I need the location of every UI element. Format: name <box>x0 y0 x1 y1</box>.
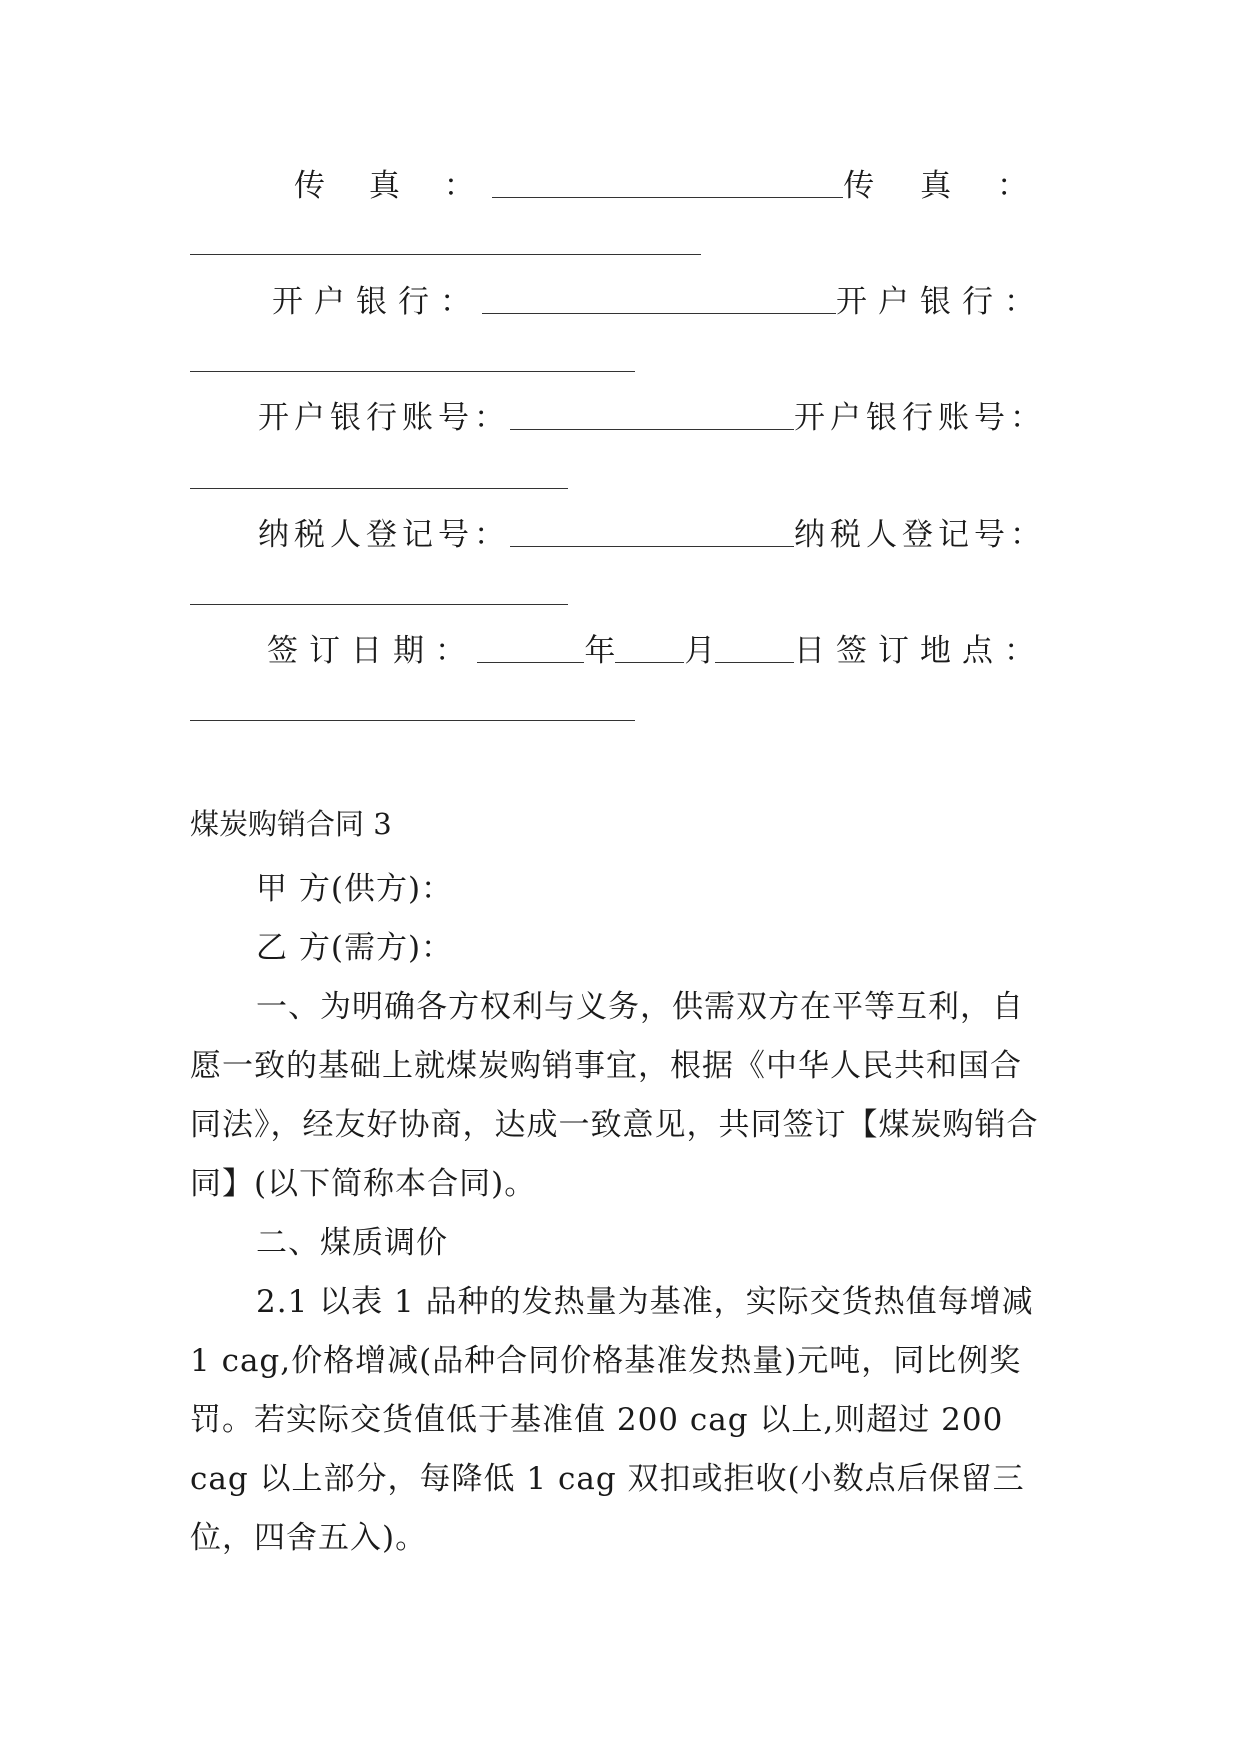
fax-label-b: 传 真 ： <box>843 168 1046 204</box>
place-blank <box>190 720 635 721</box>
month-label: 月 <box>684 633 716 669</box>
date-label: 签订日期： <box>267 633 477 669</box>
year-blank <box>477 640 584 663</box>
year-label: 年 <box>584 633 616 669</box>
contract-title: 煤炭购销合同 3 <box>190 807 392 841</box>
bank-row <box>190 282 1046 322</box>
account-label-b: 开户银行账号： <box>794 400 1046 436</box>
account-row <box>190 398 1046 438</box>
month-blank <box>615 640 684 663</box>
day-blank <box>715 640 794 663</box>
bank-label-b: 开户银行： <box>836 284 1046 320</box>
clause-1: 一、为明确各方权利与义务，供需双方在平等互利，自愿一致的基础上就煤炭购销事宜，根据《中华人民共和国合同法》，经友好协商，达成一致意见，共同签订【煤炭购销合同】(以下简称本合同)。 <box>190 989 1039 1202</box>
clause-2-1: 2.1 以表 1 品种的发热量为基准，实际交货热值每增减 1 cag,价格增减(品种合同价格基准发热量)元吨，同比例奖罚。若实际交货值低于基准值 200 cag 以上,则超过 200 cag 以上部分，每降低 1 cag 双扣或拒收(小数点后保留三位，四舍五入)。 <box>190 1284 1034 1556</box>
fax-row <box>190 166 1046 206</box>
date-row <box>190 631 1046 671</box>
bank-label-a: 开户银行： <box>272 284 482 320</box>
account-label-a: 开户银行账号： <box>258 400 510 436</box>
fax-blank-b <box>190 254 701 255</box>
day-place-label: 日签订地点： <box>794 633 1046 669</box>
fax-label-a: 传 真 ： <box>294 168 492 204</box>
tax-label-b: 纳税人登记号： <box>794 517 1046 553</box>
bank-blank-b <box>190 371 635 372</box>
account-blank-a <box>510 407 794 430</box>
tax-label-a: 纳税人登记号： <box>258 517 510 553</box>
tax-blank-b <box>190 604 568 605</box>
tax-blank-a <box>510 524 794 547</box>
section-2-heading: 二、煤质调价 <box>256 1225 448 1261</box>
bank-blank-a <box>482 291 836 314</box>
account-blank-b <box>190 488 568 489</box>
fax-blank-a <box>492 175 844 198</box>
party-b-line: 乙 方(需方)： <box>256 930 454 966</box>
party-a-line: 甲 方(供方)： <box>256 871 454 907</box>
tax-row <box>190 515 1046 555</box>
